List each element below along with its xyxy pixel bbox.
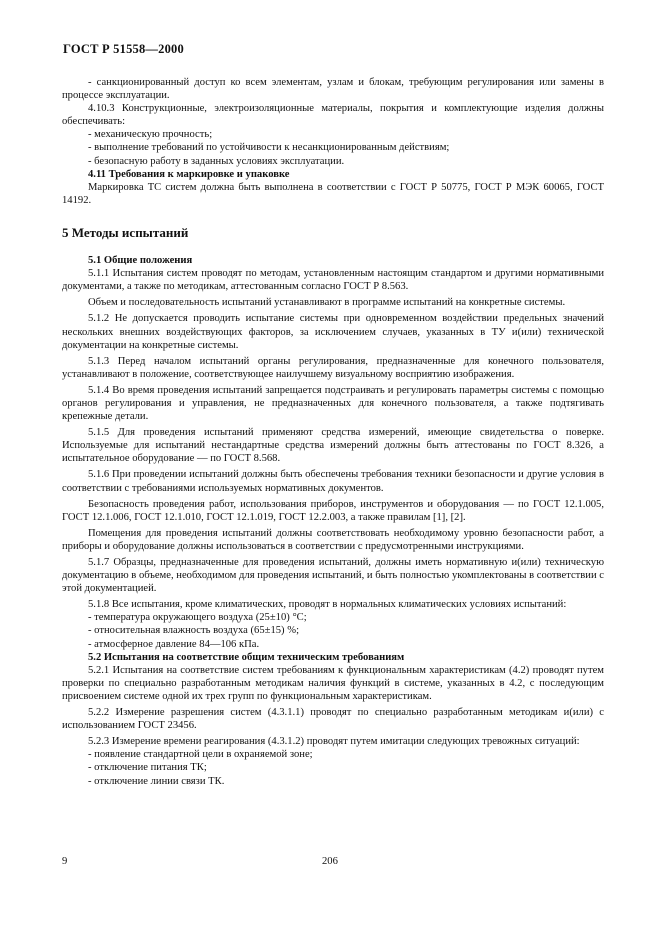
list-item: - механическую прочность; bbox=[88, 129, 213, 141]
document-code-header: ГОСТ Р 51558—2000 bbox=[63, 42, 184, 56]
paragraph: Помещения для проведения испытаний должны соответствовать необходимому уровню безопасности работ, а приборы и оборудование должны использоваться в соответствии с предусмотренными инструкциями. bbox=[62, 527, 604, 552]
list-item: - относительная влажность воздуха (65±15) %; bbox=[88, 625, 300, 637]
paragraph: 5.2.1 Испытания на соответствие систем требованиям к функциональным характеристикам (4.2) проводят путем проверки по специально разработанным методикам наличия функций в системе, указанных в 4.2, с последующим присвоением системе одной их трех групп по функциональным характеристикам. bbox=[62, 664, 604, 702]
paragraph: 5.1.2 Не допускается проводить испытание системы при одновременном воздействии предельных значений нескольких внешних воздействующих факторов, за исключением случаев, указанных в ТУ и(или) технической документации на конкретные системы. bbox=[62, 313, 604, 351]
page-number-center: 206 bbox=[322, 856, 338, 867]
list-item: - появление стандартной цели в охраняемой зоне; bbox=[88, 749, 313, 761]
page-number-left: 9 bbox=[62, 856, 68, 867]
document-body bbox=[62, 76, 604, 788]
list-item: - температура окружающего воздуха (25±10) °С; bbox=[88, 612, 307, 624]
section-heading-4-11: 4.11 Требования к маркировке и упаковке bbox=[88, 168, 290, 180]
list-item: - отключение линии связи ТК. bbox=[88, 775, 225, 787]
paragraph: 5.1.1 Испытания систем проводят по методам, установленным настоящим стандартом и другими нормативными документами, а также по методикам, аттестованным согласно ГОСТ Р 8.563. bbox=[62, 268, 604, 293]
paragraph: 5.1.5 Для проведения испытаний применяют средства измерений, имеющие свидетельства о поверке. Используемые для испытаний нестандартные средства измерений должны быть аттестованы по ГОСТ 8.326, а испытательное оборудование — по ГОСТ 8.568. bbox=[62, 427, 604, 465]
section-heading-5-1: 5.1 Общие положения bbox=[88, 255, 193, 267]
paragraph: 5.1.6 При проведении испытаний должны быть обеспечены требования техники безопасности и другие условия в соответствии с требованиями используемых нормативных документов. bbox=[62, 469, 604, 494]
paragraph: 5.1.4 Во время проведения испытаний запрещается подстраивать и регулировать параметры системы с помощью органов регулирования и управления, не предназначенных для конечного пользователя, а также подтягивать крепежные детали. bbox=[62, 384, 604, 423]
list-item: - выполнение требований по устойчивости к несанкционированным действиям; bbox=[88, 142, 450, 154]
section-heading-5: 5 Методы испытаний bbox=[62, 224, 189, 240]
list-item: - атмосферное давление 84—106 кПа. bbox=[88, 638, 260, 650]
paragraph: 5.2.2 Измерение разрешения систем (4.3.1.1) проводят по специально разработанным методикам и(или) с использованием ГОСТ 23456. bbox=[62, 707, 604, 732]
paragraph: 5.1.7 Образцы, предназначенные для проведения испытаний, должны иметь нормативную и(или) техническую документацию в объеме, необходимом для проведения испытаний, и быть полностью укомплектованы в соответствии с этой документацией. bbox=[62, 557, 604, 595]
list-item: - безопасную работу в заданных условиях эксплуатации. bbox=[88, 155, 345, 167]
paragraph: 4.10.3 Конструкционные, электроизоляционные материалы, покрытия и комплектующие изделия должны обеспечивать: bbox=[62, 103, 604, 128]
paragraph: 5.1.8 Все испытания, кроме климатических, проводят в нормальных климатических условиях испытаний: bbox=[88, 599, 567, 611]
section-heading-5-2: 5.2 Испытания на соответствие общим техническим требованиям bbox=[88, 651, 405, 663]
list-item: - отключение питания ТК; bbox=[88, 762, 207, 774]
paragraph: - санкционированный доступ ко всем элементам, узлам и блокам, требующим регулирования или замены в процессе эксплуатации. bbox=[62, 77, 604, 102]
paragraph: 5.1.3 Перед началом испытаний органы регулирования, предназначенные для конечного пользователя, устанавливают в положение, соответствующее наилучшему визуальному восприятию изображения. bbox=[62, 355, 604, 380]
paragraph: Объем и последовательность испытаний устанавливают в программе испытаний на конкретные системы. bbox=[88, 297, 566, 309]
paragraph: 5.2.3 Измерение времени реагирования (4.3.1.2) проводят путем имитации следующих тревожных ситуаций: bbox=[88, 736, 580, 748]
paragraph: Маркировка ТС систем должна быть выполнена в соответствии с ГОСТ Р 50775, ГОСТ Р МЭК 60065, ГОСТ 14192. bbox=[62, 181, 604, 206]
paragraph: Безопасность проведения работ, использования приборов, инструментов и оборудования — по ГОСТ 12.1.005, ГОСТ 12.1.006, ГОСТ 12.1.010, ГОСТ 12.1.019, ГОСТ 12.2.003, а также правилам [1], [2]. bbox=[62, 498, 604, 523]
